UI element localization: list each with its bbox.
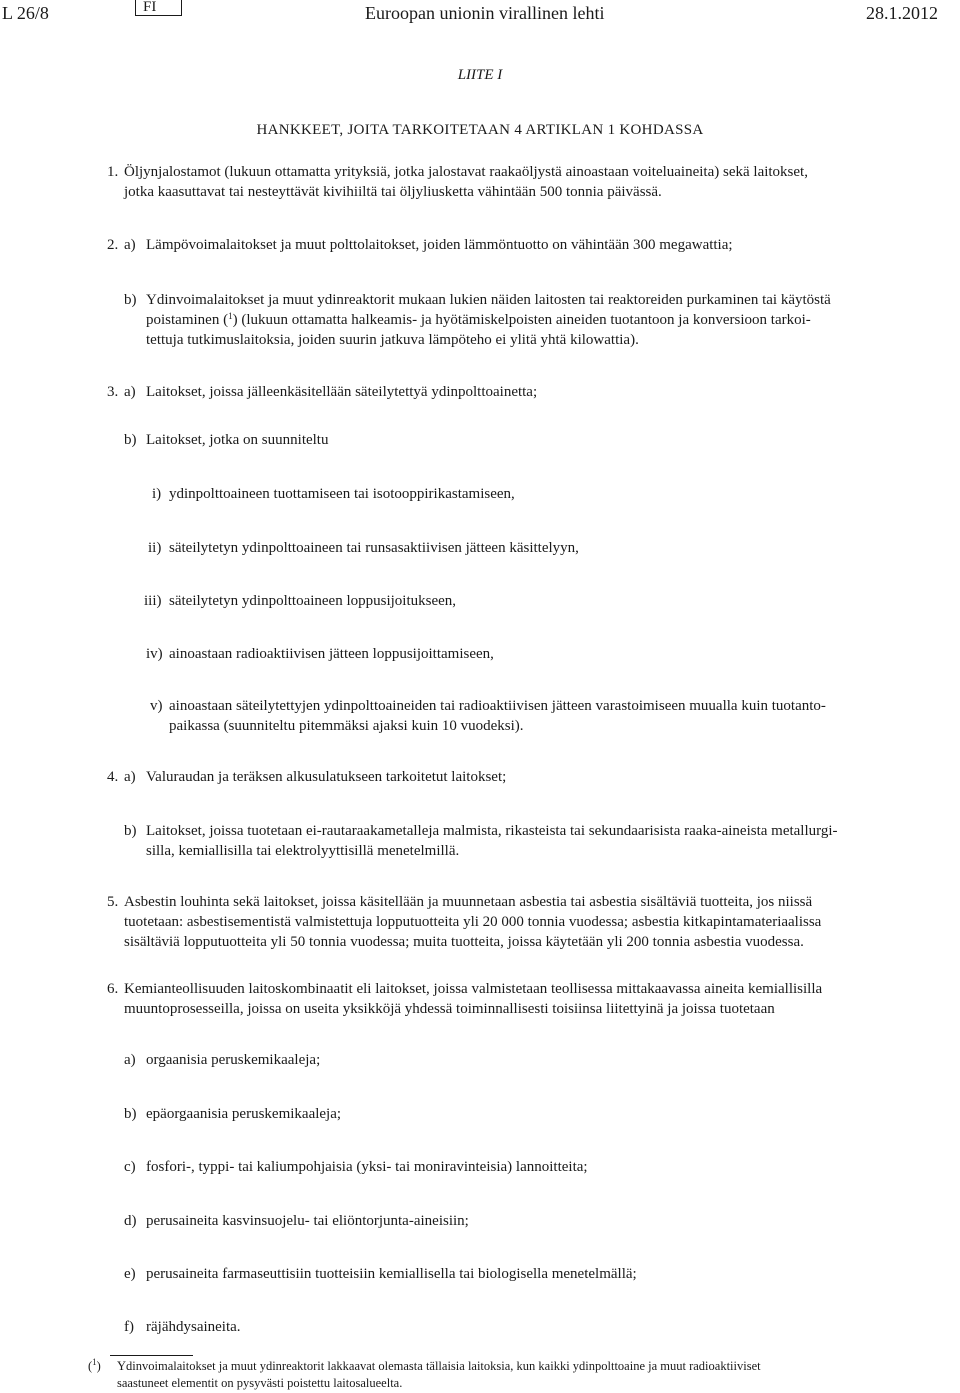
footnote-text bbox=[117, 1358, 862, 1392]
item-3b-label: b) bbox=[124, 432, 137, 448]
text-line: jotka kaasuttavat tai nesteyttävät kivihiiltä tai öljyliusketta vähintään 500 tonnia päivässä. bbox=[124, 184, 662, 200]
item-4b-text bbox=[146, 821, 862, 861]
sub-item-text: ainoastaan radioaktiivisen jätteen loppusijoittamiseen, bbox=[169, 646, 494, 662]
publication-date: 28.1.2012 bbox=[866, 3, 938, 23]
text-line: Öljynjalostamot (lukuun ottamatta yrityksiä, jotka jalostavat raakaöljystä ainoastaan voiteluaineita) sekä laitokset, bbox=[124, 164, 808, 180]
sub-item-text: orgaanisia peruskemikaaleja; bbox=[146, 1052, 321, 1068]
footnote-reference[interactable]: 1 bbox=[228, 311, 233, 321]
sub-item-label: ii) bbox=[148, 540, 162, 556]
language-code-box: FI bbox=[135, 0, 182, 16]
sub-item-text: ydinpolttoaineen tuottamiseen tai isotooppirikastamiseen, bbox=[169, 486, 515, 502]
text-fragment: ) (lukuun ottamatta halkeamis- ja hyötämiskelpoisten aineiden tuotantoon ja konversioon tarkoi- bbox=[232, 312, 811, 328]
item-5-number: 5. bbox=[107, 894, 119, 910]
text-line: Asbestin louhinta sekä laitokset, joissa käsitellään ja muunnetaan asbestia tai asbestia sisältäviä tuotteita, jos niissä bbox=[124, 894, 813, 910]
item-2-number: 2. bbox=[107, 237, 119, 253]
footnote-bracket: ) bbox=[96, 1359, 101, 1373]
text-line: muuntoprosesseilla, joissa on useita yksikköjä yhdessä toiminnallisesti toisiinsa liitettyinä ja joissa tuotetaan bbox=[124, 1001, 775, 1017]
item-3-number: 3. bbox=[107, 384, 119, 400]
sub-item-text: räjähdysaineita. bbox=[146, 1319, 241, 1335]
sub-item-text bbox=[169, 696, 862, 736]
journal-title: Euroopan unionin virallinen lehti bbox=[365, 3, 605, 23]
sub-item-label: e) bbox=[124, 1266, 136, 1282]
annex-title: LIITE I bbox=[457, 67, 503, 83]
item-4b-label: b) bbox=[124, 823, 137, 839]
footnote-bracket: ( bbox=[88, 1359, 93, 1373]
text-line: sisältäviä lopputuotteita yli 50 tonnia vuodessa; muita tuotteita, joissa käytetään yli 200 tonnia asbestia vuodessa. bbox=[124, 934, 804, 950]
text-line: saastuneet elementit on pysyvästi poistettu laitosalueelta. bbox=[117, 1376, 403, 1390]
item-1-number: 1. bbox=[107, 164, 119, 180]
page-reference: L 26/8 bbox=[2, 3, 49, 23]
item-6-text bbox=[124, 979, 862, 1019]
item-2b-text bbox=[146, 290, 862, 350]
section-heading: HANKKEET, JOITA TARKOITETAAN 4 ARTIKLAN 1 KOHDASSA bbox=[256, 122, 704, 138]
text-line bbox=[146, 310, 862, 330]
sub-item-label: c) bbox=[124, 1159, 136, 1175]
text-line: Kemianteollisuuden laitoskombinaatit eli laitokset, joissa valmistetaan teollisessa mittakaavassa aineita kemiallisilla bbox=[124, 981, 823, 997]
text-line: silla, kemiallisilla tai elektrolyyttisillä menetelmillä. bbox=[146, 843, 460, 859]
sub-item-text: perusaineita farmaseuttisiin tuotteisiin kemiallisella tai biologisella menetelmällä; bbox=[146, 1266, 637, 1282]
text-line: ainoastaan säteilytettyjen ydinpolttoaineiden tai radioaktiivisen jätteen varastoimiseen muualla kuin tuotanto- bbox=[169, 698, 826, 714]
item-2b-label: b) bbox=[124, 292, 137, 308]
item-5-text bbox=[124, 892, 862, 952]
item-2a-text: Lämpövoimalaitokset ja muut polttolaitokset, joiden lämmöntuotto on vähintään 300 megawattia; bbox=[146, 237, 733, 253]
text-line: tettuja tutkimuslaitoksia, joiden suurin jatkuva lämpöteho ei ylitä yhtä kilowattia). bbox=[146, 332, 639, 348]
footnote-marker bbox=[88, 1358, 101, 1375]
text-line: paikassa (suunniteltu pitemmäksi ajaksi kuin 10 vuodeksi). bbox=[169, 718, 524, 734]
item-3a-label: a) bbox=[124, 384, 136, 400]
item-2a-label: a) bbox=[124, 237, 136, 253]
footnote-divider bbox=[110, 1355, 193, 1356]
text-line: Ydinvoimalaitokset ja muut ydinreaktorit mukaan lukien näiden laitosten tai reaktoreiden purkaminen tai käytöstä bbox=[146, 292, 831, 308]
sub-item-label: b) bbox=[124, 1106, 137, 1122]
sub-item-label: iii) bbox=[144, 593, 162, 609]
item-3b-text: Laitokset, jotka on suunniteltu bbox=[146, 432, 329, 448]
item-4a-text: Valuraudan ja teräksen alkusulatukseen tarkoitetut laitokset; bbox=[146, 769, 507, 785]
sub-item-text: säteilytetyn ydinpolttoaineen tai runsasaktiivisen jätteen käsittelyyn, bbox=[169, 540, 579, 556]
item-1-text bbox=[124, 162, 862, 202]
item-4a-label: a) bbox=[124, 769, 136, 785]
text-line: Ydinvoimalaitokset ja muut ydinreaktorit lakkaavat olemasta tällaisia laitoksia, kun kaikki ydinpolttoaine ja muut radioaktiiviset bbox=[117, 1359, 761, 1373]
footnote-number: 1 bbox=[92, 1357, 97, 1367]
sub-item-label: i) bbox=[152, 486, 162, 502]
sub-item-label: d) bbox=[124, 1213, 137, 1229]
item-3a-text: Laitokset, joissa jälleenkäsitellään säteilytettyä ydinpolttoainetta; bbox=[146, 384, 538, 400]
text-fragment: poistaminen ( bbox=[146, 312, 229, 328]
sub-item-text: fosfori-, typpi- tai kaliumpohjaisia (yksi- tai moniravinteisia) lannoitteita; bbox=[146, 1159, 588, 1175]
sub-item-text: perusaineita kasvinsuojelu- tai eliöntorjunta-aineisiin; bbox=[146, 1213, 469, 1229]
sub-item-text: säteilytetyn ydinpolttoaineen loppusijoitukseen, bbox=[169, 593, 457, 609]
sub-item-label: f) bbox=[124, 1319, 134, 1335]
sub-item-label: v) bbox=[150, 698, 163, 714]
text-line: tuotetaan: asbestisementistä valmistettuja lopputuotteita yli 20 000 tonnia vuodessa; asbestia kitkapintamateriaalissa bbox=[124, 914, 822, 930]
sub-item-label: a) bbox=[124, 1052, 136, 1068]
item-4-number: 4. bbox=[107, 769, 119, 785]
sub-item-text: epäorgaanisia peruskemikaaleja; bbox=[146, 1106, 342, 1122]
sub-item-label: iv) bbox=[146, 646, 163, 662]
item-6-number: 6. bbox=[107, 981, 119, 997]
text-line: Laitokset, joissa tuotetaan ei-rautaraakametalleja malmista, rikasteista tai sekundaarisista raaka-aineista metallurgi- bbox=[146, 823, 838, 839]
